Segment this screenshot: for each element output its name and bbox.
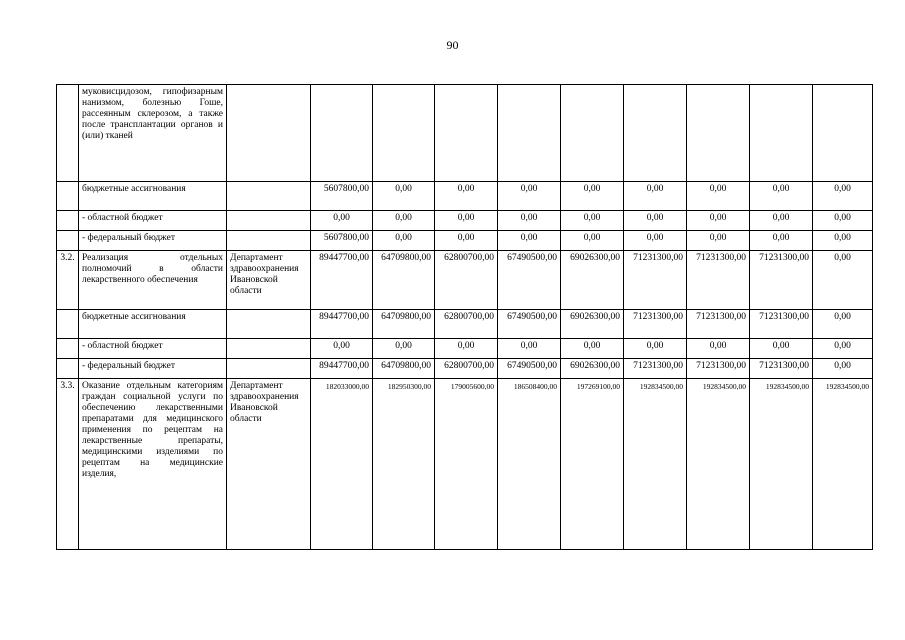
table-row <box>57 379 873 550</box>
value-cell: 0,00 <box>373 182 435 211</box>
value-cell: 0,00 <box>687 339 750 359</box>
value-cell: 89447700,00 <box>311 251 373 310</box>
table-row <box>57 310 873 339</box>
value-cell: 0,00 <box>813 231 873 251</box>
value-cell: 71231300,00 <box>624 251 687 310</box>
value-cell: 182950300,00 <box>373 379 435 550</box>
value-cell: 64709800,00 <box>373 251 435 310</box>
value-cell: 192834500,00 <box>624 379 687 550</box>
value-cell: 71231300,00 <box>687 359 750 379</box>
value-cell: 0,00 <box>624 182 687 211</box>
value-cell <box>750 85 813 182</box>
value-cell: 69026300,00 <box>561 251 624 310</box>
value-cell: 0,00 <box>624 339 687 359</box>
table-row <box>57 231 873 251</box>
table-row <box>57 251 873 310</box>
value-cell: 0,00 <box>750 231 813 251</box>
budget-table <box>56 84 873 550</box>
value-cell: 64709800,00 <box>373 359 435 379</box>
row-executor-cell: Департамент здравоохранения Ивановской области <box>227 379 311 550</box>
value-cell: 179005600,00 <box>435 379 498 550</box>
value-cell: 69026300,00 <box>561 310 624 339</box>
value-cell: 0,00 <box>435 211 498 231</box>
value-cell: 67490500,00 <box>498 251 561 310</box>
value-cell <box>624 85 687 182</box>
value-cell: 67490500,00 <box>498 310 561 339</box>
value-cell: 69026300,00 <box>561 359 624 379</box>
value-cell: 89447700,00 <box>311 310 373 339</box>
value-cell: 62800700,00 <box>435 310 498 339</box>
value-cell: 62800700,00 <box>435 251 498 310</box>
value-cell: 0,00 <box>435 231 498 251</box>
row-name-cell: Реализация отдельных полномочий в области лекарственного обеспечения <box>79 251 227 310</box>
row-number-cell: 3.3. <box>57 379 79 550</box>
row-name-cell: - областной бюджет <box>79 339 227 359</box>
value-cell: 0,00 <box>435 182 498 211</box>
row-number-cell: 3.2. <box>57 251 79 310</box>
value-cell: 192834500,00 <box>750 379 813 550</box>
row-name-cell: - федеральный бюджет <box>79 359 227 379</box>
row-number-cell <box>57 359 79 379</box>
value-cell: 71231300,00 <box>687 310 750 339</box>
row-name-cell: бюджетные ассигнования <box>79 310 227 339</box>
table-row <box>57 182 873 211</box>
value-cell: 0,00 <box>311 211 373 231</box>
value-cell: 0,00 <box>750 339 813 359</box>
value-cell: 0,00 <box>561 339 624 359</box>
value-cell: 192834500,00 <box>813 379 873 550</box>
value-cell: 0,00 <box>498 231 561 251</box>
value-cell: 0,00 <box>624 211 687 231</box>
row-executor-cell <box>227 182 311 211</box>
value-cell <box>373 85 435 182</box>
value-cell: 0,00 <box>624 231 687 251</box>
value-cell: 0,00 <box>435 339 498 359</box>
value-cell: 0,00 <box>813 182 873 211</box>
table-row <box>57 359 873 379</box>
row-number-cell <box>57 339 79 359</box>
value-cell: 192834500,00 <box>687 379 750 550</box>
row-executor-cell <box>227 310 311 339</box>
value-cell <box>561 85 624 182</box>
row-number-cell <box>57 182 79 211</box>
value-cell: 0,00 <box>373 211 435 231</box>
page-number: 90 <box>446 38 459 52</box>
value-cell: 0,00 <box>813 359 873 379</box>
value-cell: 0,00 <box>498 339 561 359</box>
row-name-cell: Оказание отдельным категориям граждан социальной услуги по обеспечению лекарственными препаратами для медицинского применения по рецептам на лекарственные препараты, медицинскими изделиями по рецептам на медицинские изделия, <box>79 379 227 550</box>
row-name-cell: - федеральный бюджет <box>79 231 227 251</box>
value-cell: 71231300,00 <box>750 251 813 310</box>
row-executor-cell <box>227 339 311 359</box>
row-number-cell <box>57 211 79 231</box>
value-cell <box>687 85 750 182</box>
row-executor-cell <box>227 359 311 379</box>
value-cell: 5607800,00 <box>311 182 373 211</box>
value-cell: 0,00 <box>561 231 624 251</box>
value-cell: 62800700,00 <box>435 359 498 379</box>
value-cell: 0,00 <box>687 182 750 211</box>
value-cell: 0,00 <box>813 310 873 339</box>
value-cell: 186508400,00 <box>498 379 561 550</box>
row-number-cell <box>57 85 79 182</box>
value-cell: 0,00 <box>561 182 624 211</box>
value-cell: 0,00 <box>373 339 435 359</box>
value-cell: 67490500,00 <box>498 359 561 379</box>
value-cell: 0,00 <box>373 231 435 251</box>
value-cell: 64709800,00 <box>373 310 435 339</box>
value-cell: 0,00 <box>813 251 873 310</box>
table-row <box>57 339 873 359</box>
row-executor-cell <box>227 211 311 231</box>
value-cell: 0,00 <box>750 182 813 211</box>
value-cell: 197269100,00 <box>561 379 624 550</box>
value-cell: 0,00 <box>561 211 624 231</box>
value-cell: 0,00 <box>498 211 561 231</box>
value-cell: 5607800,00 <box>311 231 373 251</box>
value-cell: 71231300,00 <box>750 359 813 379</box>
value-cell: 0,00 <box>813 339 873 359</box>
value-cell: 71231300,00 <box>624 359 687 379</box>
value-cell <box>435 85 498 182</box>
value-cell: 182033000,00 <box>311 379 373 550</box>
value-cell: 0,00 <box>750 211 813 231</box>
row-name-cell: - областной бюджет <box>79 211 227 231</box>
value-cell <box>813 85 873 182</box>
value-cell: 0,00 <box>687 231 750 251</box>
value-cell: 71231300,00 <box>624 310 687 339</box>
row-executor-cell: Департамент здравоохранения Ивановской области <box>227 251 311 310</box>
table-row <box>57 85 873 182</box>
value-cell: 71231300,00 <box>687 251 750 310</box>
value-cell: 89447700,00 <box>311 359 373 379</box>
value-cell <box>498 85 561 182</box>
value-cell: 0,00 <box>498 182 561 211</box>
table-row <box>57 211 873 231</box>
row-executor-cell <box>227 231 311 251</box>
value-cell <box>311 85 373 182</box>
row-number-cell <box>57 310 79 339</box>
value-cell: 71231300,00 <box>750 310 813 339</box>
row-name-cell: бюджетные ассигнования <box>79 182 227 211</box>
value-cell: 0,00 <box>311 339 373 359</box>
value-cell: 0,00 <box>687 211 750 231</box>
row-number-cell <box>57 231 79 251</box>
value-cell: 0,00 <box>813 211 873 231</box>
row-name-cell: муковисцидозом, гипофизарным нанизмом, болезнью Гоше, рассеянным склерозом, а также после трансплантации органов и (или) тканей <box>79 85 227 182</box>
row-executor-cell <box>227 85 311 182</box>
